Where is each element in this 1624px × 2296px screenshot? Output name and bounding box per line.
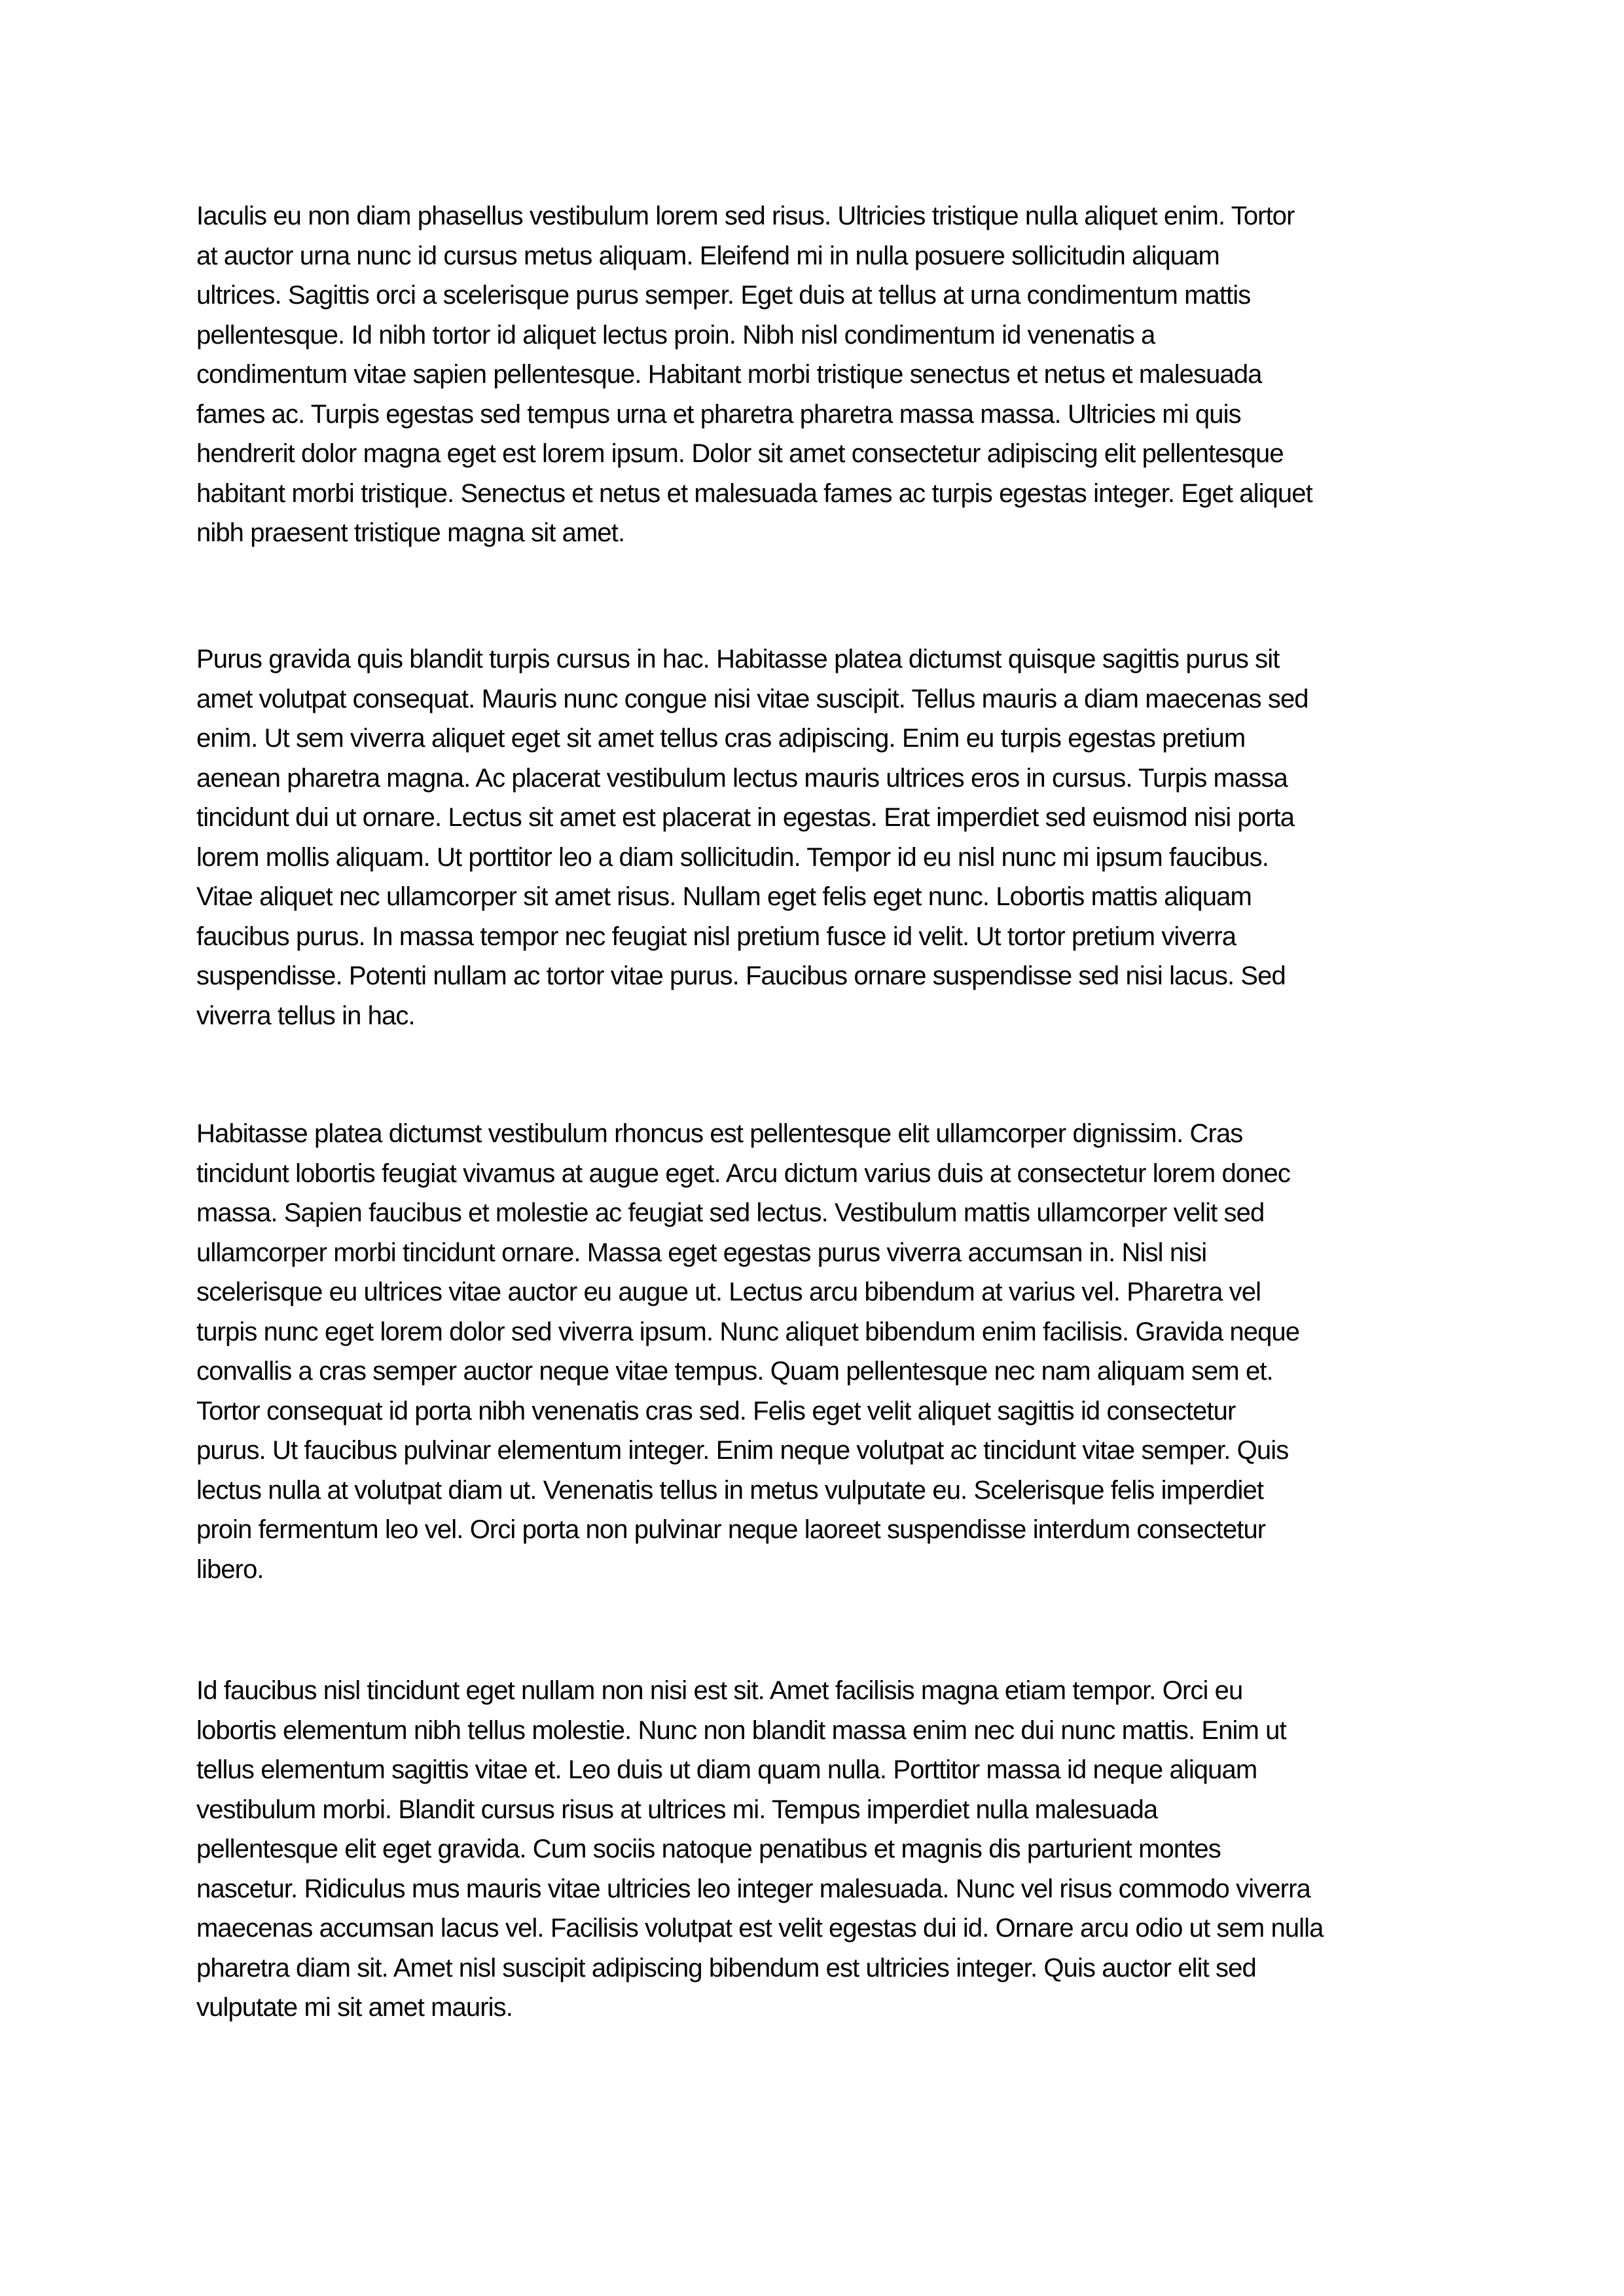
- text-line: tincidunt lobortis feugiat vivamus at augue eget. Arcu dictum varius duis at consectetur lorem donec: [196, 1158, 1290, 1188]
- text-line: tellus elementum sagittis vitae et. Leo duis ut diam quam nulla. Porttitor massa id neque aliquam: [196, 1755, 1257, 1784]
- text-line: nibh praesent tristique magna sit amet.: [196, 518, 625, 547]
- text-line: lobortis elementum nibh tellus molestie. Nunc non blandit massa enim nec dui nunc mattis. Enim ut: [196, 1715, 1286, 1745]
- text-line: turpis nunc eget lorem dolor sed viverra ipsum. Nunc aliquet bibendum enim facilisis. Gravida neque: [196, 1317, 1300, 1346]
- text-line: lorem mollis aliquam. Ut porttitor leo a diam sollicitudin. Tempor id eu nisl nunc mi ipsum faucibus.: [196, 842, 1269, 872]
- text-line: scelerisque eu ultrices vitae auctor eu augue ut. Lectus arcu bibendum at varius vel. Pharetra vel: [196, 1278, 1261, 1306]
- text-line: Id faucibus nisl tincidunt eget nullam non nisi est sit. Amet facilisis magna etiam tempor. Orci eu: [196, 1676, 1243, 1705]
- text-line: Tortor consequat id porta nibh venenatis cras sed. Felis eget velit aliquet sagittis id consectetur: [196, 1396, 1236, 1426]
- text-line: fames ac. Turpis egestas sed tempus urna et pharetra pharetra massa massa. Ultricies mi quis: [196, 399, 1241, 429]
- text-line: Vitae aliquet nec ullamcorper sit amet risus. Nullam eget felis eget nunc. Lobortis mattis aliquam: [196, 882, 1252, 911]
- text-line: Habitasse platea dictumst vestibulum rhoncus est pellentesque elit ullamcorper dignissim. Cras: [196, 1119, 1243, 1148]
- text-line: habitant morbi tristique. Senectus et netus et malesuada fames ac turpis egestas integer. Eget aliquet: [196, 478, 1312, 508]
- text-line: amet volutpat consequat. Mauris nunc congue nisi vitae suscipit. Tellus mauris a diam maecenas sed: [196, 684, 1308, 713]
- paragraph-3: [196, 1114, 1440, 1589]
- text-line: nascetur. Ridiculus mus mauris vitae ultricies leo integer malesuada. Nunc vel risus commodo viverra: [196, 1874, 1310, 1903]
- text-line: hendrerit dolor magna eget est lorem ipsum. Dolor sit amet consectetur adipiscing elit pellentesque: [196, 439, 1284, 468]
- text-line: faucibus purus. In massa tempor nec feugiat nisl pretium fusce id velit. Ut tortor pretium viverra: [196, 922, 1236, 951]
- text-line: condimentum vitae sapien pellentesque. Habitant morbi tristique senectus et netus et malesuada: [196, 360, 1262, 389]
- text-line: ultrices. Sagittis orci a scelerisque purus semper. Eget duis at tellus at urna condimentum mattis: [196, 281, 1251, 310]
- text-line: ullamcorper morbi tincidunt ornare. Massa eget egestas purus viverra accumsan in. Nisl nisi: [196, 1238, 1207, 1267]
- text-line: Purus gravida quis blandit turpis cursus in hac. Habitasse platea dictumst quisque sagittis purus sit: [196, 645, 1280, 673]
- paragraph-4: [196, 1671, 1440, 2028]
- text-line: tincidunt dui ut ornare. Lectus sit amet est placerat in egestas. Erat imperdiet sed euismod nisi porta: [196, 803, 1295, 832]
- text-line: massa. Sapien faucibus et molestie ac feugiat sed lectus. Vestibulum mattis ullamcorper velit sed: [196, 1198, 1265, 1227]
- text-line: Iaculis eu non diam phasellus vestibulum lorem sed risus. Ultricies tristique nulla aliquet enim. Tortor: [196, 202, 1295, 230]
- paragraph-1: [196, 196, 1440, 553]
- text-line: aenean pharetra magna. Ac placerat vestibulum lectus mauris ultrices eros in cursus. Turpis massa: [196, 763, 1288, 793]
- text-line: pellentesque elit eget gravida. Cum sociis natoque penatibus et magnis dis parturient montes: [196, 1835, 1221, 1863]
- text-line: at auctor urna nunc id cursus metus aliquam. Eleifend mi in nulla posuere sollicitudin aliquam: [196, 241, 1219, 270]
- text-line: suspendisse. Potenti nullam ac tortor vitae purus. Faucibus ornare suspendisse sed nisi lacus. Sed: [196, 961, 1286, 990]
- text-line: pharetra diam sit. Amet nisl suscipit adipiscing bibendum est ultricies integer. Quis auctor elit sed: [196, 1953, 1256, 1982]
- paragraph-2: [196, 639, 1440, 1035]
- text-line: convallis a cras semper auctor neque vitae tempus. Quam pellentesque nec nam aliquam sem et.: [196, 1357, 1273, 1386]
- text-line: libero.: [196, 1554, 264, 1584]
- text-line: vestibulum morbi. Blandit cursus risus at ultrices mi. Tempus imperdiet nulla malesuada: [196, 1795, 1158, 1824]
- text-line: viverra tellus in hac.: [196, 1001, 415, 1030]
- text-line: proin fermentum leo vel. Orci porta non pulvinar neque laoreet suspendisse interdum consectetur: [196, 1515, 1266, 1544]
- text-line: pellentesque. Id nibh tortor id aliquet lectus proin. Nibh nisl condimentum id venenatis a: [196, 320, 1155, 350]
- text-line: vulputate mi sit amet mauris.: [196, 1993, 513, 2022]
- text-line: enim. Ut sem viverra aliquet eget sit amet tellus cras adipiscing. Enim eu turpis egestas pretium: [196, 724, 1246, 753]
- text-line: lectus nulla at volutpat diam ut. Venenatis tellus in metus vulputate eu. Scelerisque felis imperdiet: [196, 1475, 1264, 1505]
- text-line: maecenas accumsan lacus vel. Facilisis volutpat est velit egestas dui id. Ornare arcu odio ut sem nulla: [196, 1914, 1324, 1943]
- text-line: purus. Ut faucibus pulvinar elementum integer. Enim neque volutpat ac tincidunt vitae semper. Quis: [196, 1436, 1289, 1465]
